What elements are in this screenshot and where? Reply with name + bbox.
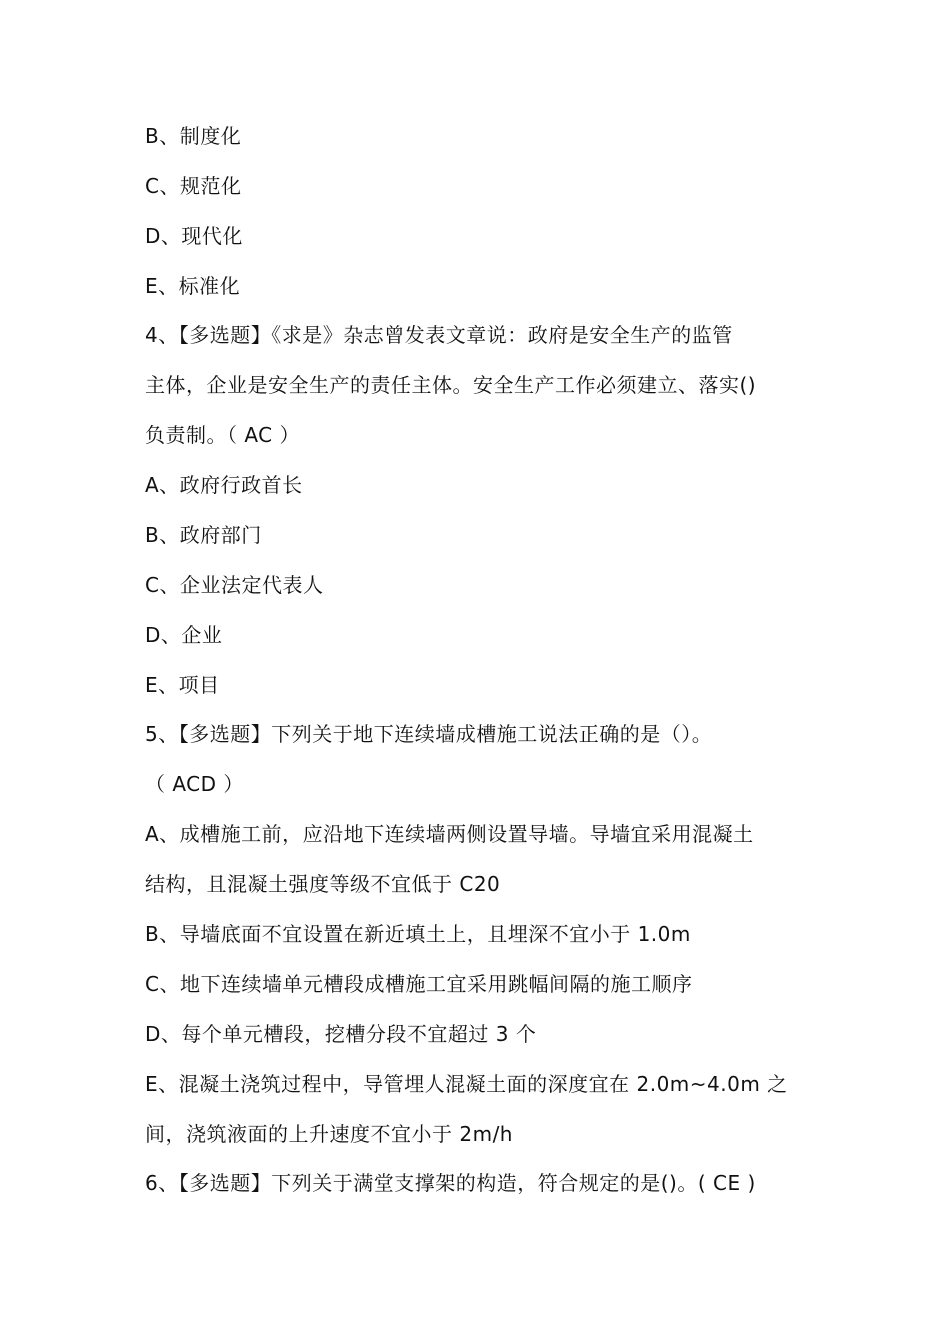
option-a-q4: A、政府行政首长	[145, 473, 303, 497]
option-c-q5: C、地下连续墙单元槽段成槽施工宜采用跳幅间隔的施工顺序	[145, 972, 693, 996]
option-c-q4: C、企业法定代表人	[145, 573, 324, 597]
option-e-q5-line-1: E、混凝土浇筑过程中，导管埋人混凝土面的深度宜在 2.0m~4.0m 之	[145, 1072, 788, 1096]
option-d-q4: D、企业	[145, 623, 223, 647]
option-d-q3: D、现代化	[145, 224, 243, 248]
question-6-line-1: 6、【多选题】下列关于满堂支撑架的构造，符合规定的是()。( CE )	[145, 1171, 756, 1195]
question-4-answer: 负责制。（ AC ）	[145, 423, 301, 447]
option-e-q3: E、标准化	[145, 274, 241, 298]
option-b-q3: B、制度化	[145, 124, 242, 148]
question-4-line-1: 4、【多选题】《求是》杂志曾发表文章说：政府是安全生产的监管	[145, 323, 733, 347]
option-e-q5-line-2: 间，浇筑液面的上升速度不宜小于 2m/h	[145, 1122, 513, 1146]
option-b-q4: B、政府部门	[145, 523, 262, 547]
question-5-answer: （ ACD ）	[145, 772, 244, 796]
question-4-line-2: 主体，企业是安全生产的责任主体。安全生产工作必须建立、落实()	[145, 373, 757, 397]
option-a-q5-line-2: 结构，且混凝土强度等级不宜低于 C20	[145, 872, 501, 896]
question-5-line-1: 5、【多选题】下列关于地下连续墙成槽施工说法正确的是（）。	[145, 722, 713, 746]
option-e-q4: E、项目	[145, 673, 220, 697]
option-c-q3: C、规范化	[145, 174, 242, 198]
option-b-q5: B、导墙底面不宜设置在新近填土上，且埋深不宜小于 1.0m	[145, 922, 691, 946]
option-d-q5: D、每个单元槽段，挖槽分段不宜超过 3 个	[145, 1022, 537, 1046]
option-a-q5-line-1: A、成槽施工前，应沿地下连续墙两侧设置导墙。导墙宜采用混凝土	[145, 822, 754, 846]
